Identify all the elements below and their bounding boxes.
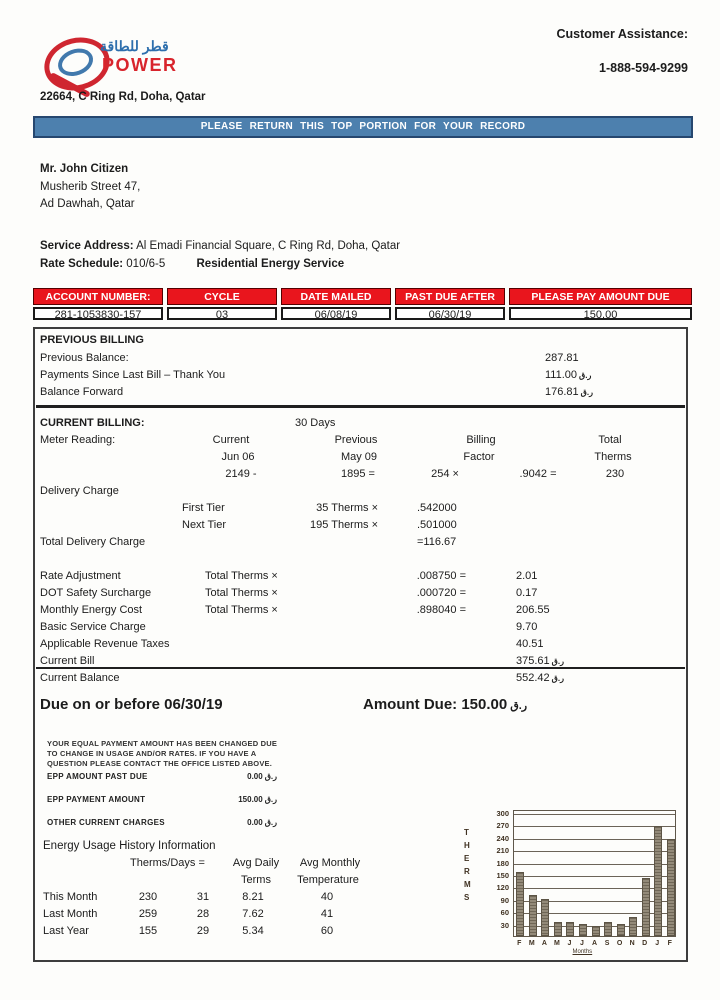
- chart-ylabel-letter: H: [464, 841, 470, 850]
- usage-header-avg-monthly: Avg Monthly: [299, 857, 361, 869]
- account-col-value: 281-1053830-157: [33, 307, 163, 320]
- charge-amount: 2.01: [516, 570, 538, 582]
- meter-reading-value: 1895 =: [341, 468, 375, 480]
- logo-arabic-text: قطر للطاقة: [100, 38, 169, 54]
- usage-row-label: Last Month: [43, 908, 98, 920]
- chart-month-label: M: [528, 940, 535, 947]
- total-delivery-label: Total Delivery Charge: [40, 536, 146, 548]
- usage-subheader-temperature: Temperature: [297, 874, 359, 886]
- usage-history-title: Energy Usage History Information: [43, 840, 216, 852]
- due-date-line: Due on or before 06/30/19: [40, 696, 223, 713]
- chart-month-label: A: [591, 940, 598, 947]
- current-balance-label: Current Balance: [40, 672, 120, 684]
- chart-month-label: D: [642, 940, 648, 947]
- chart-month-label: J: [655, 940, 660, 947]
- chart-bar: [604, 922, 612, 936]
- charge-calc: Total Therms ×: [205, 570, 278, 582]
- chart-month-label: M: [553, 940, 560, 947]
- chart-ytick-label: 60: [500, 908, 509, 918]
- meter-reading-value: 254 ×: [431, 468, 459, 480]
- amount-due-line: Amount Due: 150.00 ر.ق: [363, 696, 528, 713]
- logo-power-text: POWER: [102, 55, 178, 75]
- chart-ytick-label: 300: [496, 809, 509, 818]
- epp-row-amount: 150.00 ر.ق: [238, 795, 277, 804]
- meter-col-subheader: Therms: [594, 451, 632, 463]
- chart-gridline: [514, 901, 675, 902]
- divider-line: [36, 405, 685, 408]
- chart-gridline: [514, 851, 675, 852]
- chart-gridline: [514, 876, 675, 877]
- meter-col-header: Current: [212, 434, 250, 446]
- service-info-block: [40, 238, 400, 273]
- logo-q-inner-swirl-icon: [54, 44, 97, 81]
- usage-row-avg-daily: 5.34: [242, 925, 264, 937]
- tier-name: First Tier: [182, 502, 225, 514]
- charge-label: Current Bill: [40, 655, 95, 667]
- customer-address-line2: Ad Dawhah, Qatar: [40, 198, 135, 210]
- customer-address-line1: Musherib Street 47,: [40, 180, 141, 193]
- account-col-header: ACCOUNT NUMBER:: [33, 288, 163, 305]
- chart-bar: [654, 826, 662, 936]
- chart-bar: [579, 924, 587, 936]
- billing-days: 30 Days: [295, 417, 336, 429]
- currency-symbol: ر.ق: [580, 388, 593, 397]
- chart-month-label: S: [604, 940, 610, 947]
- tier-qty: 195 Therms ×: [310, 519, 378, 531]
- charge-amount: 206.55: [516, 604, 550, 616]
- chart-gridline: [514, 839, 675, 840]
- currency-symbol: ر.ق: [264, 795, 277, 804]
- chart-bar: [554, 922, 562, 936]
- account-summary-table: [33, 288, 692, 320]
- total-delivery-value: =116.67: [417, 536, 457, 548]
- usage-subheader-terms: Terms: [241, 874, 271, 886]
- chart-ylabel-letter: E: [464, 854, 470, 863]
- meter-reading-value: 2149 -: [225, 468, 257, 480]
- previous-billing-title: PREVIOUS BILLING: [40, 334, 144, 346]
- usage-row-avg-temp: 41: [320, 908, 334, 920]
- usage-row-therms: 155: [138, 925, 158, 937]
- epp-notice-line: YOUR EQUAL PAYMENT AMOUNT HAS BEEN CHANGED DUE: [47, 739, 278, 748]
- account-col-header: PAST DUE AFTER: [395, 288, 505, 305]
- currency-symbol: ر.ق: [510, 700, 528, 712]
- current-billing-title: CURRENT BILLING:: [40, 417, 145, 429]
- currency-symbol: ر.ق: [551, 674, 564, 683]
- previous-billing-amount: 111.00 ر.ق: [545, 369, 592, 381]
- previous-billing-label: Previous Balance:: [40, 352, 129, 364]
- epp-notice-line: QUESTION PLEASE CONTACT THE OFFICE LISTED ABOVE.: [47, 759, 273, 768]
- chart-gridline: [514, 814, 675, 815]
- chart-ylabel-letter: S: [464, 893, 470, 902]
- chart-xlabel: Months: [572, 949, 593, 955]
- usage-row-avg-daily: 8.21: [242, 891, 264, 903]
- tier-qty: 35 Therms ×: [316, 502, 378, 514]
- meter-col-subheader: Factor: [463, 451, 495, 463]
- account-col-header: PLEASE PAY AMOUNT DUE: [509, 288, 692, 305]
- current-balance-amount: 552.42 ر.ق: [516, 672, 564, 684]
- usage-row-label: This Month: [43, 891, 98, 903]
- usage-header-avg-daily: Avg Daily: [232, 857, 280, 869]
- account-col-value: 06/30/19: [395, 307, 505, 320]
- charge-label: Applicable Revenue Taxes: [40, 638, 170, 650]
- chart-month-label: A: [541, 940, 547, 947]
- chart-ytick-label: 240: [496, 833, 509, 843]
- meter-reading-value: 230: [605, 468, 625, 480]
- previous-billing-label: Balance Forward: [40, 386, 124, 398]
- usage-row-days: 31: [196, 891, 210, 903]
- chart-ytick-label: 90: [500, 895, 509, 905]
- chart-ytick-label: 30: [500, 920, 509, 930]
- rate-schedule-value: 010/6-5: [126, 257, 166, 270]
- service-address-label: Service Address:: [40, 240, 134, 252]
- charge-label: Rate Adjustment: [40, 570, 121, 582]
- chart-gridline: [514, 913, 675, 914]
- charge-label: Basic Service Charge: [40, 621, 146, 633]
- meter-col-header: Previous: [334, 434, 378, 446]
- epp-notice-line: TO CHANGE IN USAGE AND/OR RATES. IF YOU HAVE A: [47, 749, 257, 758]
- chart-bar: [541, 899, 549, 936]
- account-col-header: DATE MAILED: [281, 288, 391, 305]
- charge-amount: 9.70: [516, 621, 538, 633]
- chart-ylabel-letter: T: [464, 828, 469, 837]
- chart-bar: [529, 895, 537, 936]
- delivery-charge-label: Delivery Charge: [40, 485, 119, 497]
- rate-schedule-desc: Residential Energy Service: [196, 257, 345, 270]
- charge-rate: .898040 =: [416, 604, 466, 616]
- meter-col-header: Total: [598, 434, 622, 446]
- usage-row-days: 29: [196, 925, 210, 937]
- rate-schedule-row: [40, 256, 400, 274]
- usage-row-days: 28: [196, 908, 210, 920]
- charge-label: DOT Safety Surcharge: [40, 587, 152, 599]
- chart-bar: [566, 922, 574, 936]
- usage-row-avg-temp: 60: [320, 925, 334, 937]
- meter-col-subheader: May 09: [340, 451, 378, 463]
- service-address-value: Al Emadi Financial Square, C Ring Rd, Doha, Qatar: [136, 240, 401, 252]
- account-col-value: 06/08/19: [281, 307, 391, 320]
- meter-col-header: Billing: [466, 434, 496, 446]
- customer-name: Mr. John Citizen: [40, 163, 129, 175]
- customer-assistance-phone: 1-888-594-9299: [599, 61, 688, 75]
- account-col-value: 03: [167, 307, 277, 320]
- epp-row-label: EPP PAYMENT AMOUNT: [47, 795, 146, 804]
- currency-symbol: ر.ق: [264, 818, 277, 827]
- chart-ylabel-letter: R: [464, 867, 470, 876]
- meter-reading-label: Meter Reading:: [40, 434, 116, 446]
- chart-bar: [642, 878, 650, 936]
- customer-address-block: [40, 161, 140, 214]
- epp-row-label: EPP AMOUNT PAST DUE: [47, 772, 148, 781]
- usage-row-avg-temp: 40: [320, 891, 334, 903]
- divider-line: [36, 667, 685, 669]
- account-table-value-row: [33, 305, 692, 320]
- account-col-value: 150.00: [509, 307, 692, 320]
- epp-row-label: OTHER CURRENT CHARGES: [47, 818, 165, 827]
- account-col-header: CYCLE: [167, 288, 277, 305]
- meter-reading-value: .9042 =: [519, 468, 557, 480]
- chart-month-label: F: [667, 940, 672, 947]
- chart-ytick-label: 150: [496, 871, 509, 880]
- currency-symbol: ر.ق: [551, 657, 564, 666]
- chart-ytick-label: 270: [496, 821, 509, 831]
- tier-rate: .501000: [417, 519, 457, 531]
- chart-month-label: J: [580, 940, 584, 947]
- tier-rate: .542000: [417, 502, 457, 514]
- usage-row-therms: 230: [138, 891, 158, 903]
- chart-ytick-label: 120: [496, 883, 509, 893]
- company-address: 22664, C Ring Rd, Doha, Qatar: [40, 91, 206, 103]
- usage-row-avg-daily: 7.62: [242, 908, 264, 920]
- epp-row-amount: 0.00 ر.ق: [247, 772, 277, 781]
- previous-billing-amount: 176.81 ر.ق: [545, 386, 593, 398]
- chart-gridline: [514, 864, 675, 865]
- usage-row-therms: 259: [138, 908, 158, 920]
- chart-month-label: N: [629, 940, 635, 947]
- chart-bar: [629, 917, 637, 936]
- rate-schedule-label: Rate Schedule:: [40, 257, 124, 270]
- billing-detail-box: [33, 327, 688, 962]
- return-portion-banner: PLEASE RETURN THIS TOP PORTION FOR YOUR RECORD: [33, 116, 693, 138]
- tier-name: Next Tier: [182, 519, 227, 531]
- charge-calc: Total Therms ×: [205, 587, 278, 599]
- chart-ytick-label: 180: [496, 858, 509, 868]
- charge-amount: 375.61 ر.ق: [516, 655, 564, 667]
- chart-bar: [667, 839, 675, 936]
- usage-row-label: Last Year: [43, 925, 89, 937]
- account-table-header-row: [33, 288, 692, 305]
- previous-billing-amount: 287.81: [545, 352, 579, 364]
- chart-ytick-label: 210: [496, 846, 509, 856]
- chart-gridline: [514, 888, 675, 889]
- currency-symbol: ر.ق: [579, 371, 592, 380]
- charge-label: Monthly Energy Cost: [40, 604, 143, 616]
- usage-bar-chart: [513, 810, 676, 937]
- chart-ylabel-letter: M: [464, 880, 471, 889]
- charge-rate: .008750 =: [416, 570, 466, 582]
- chart-month-label: F: [517, 940, 522, 947]
- meter-col-subheader: Jun 06: [221, 451, 255, 463]
- chart-bar: [617, 924, 625, 936]
- epp-row-amount: 0.00 ر.ق: [247, 818, 277, 827]
- chart-bar: [516, 872, 524, 936]
- chart-gridline: [514, 826, 675, 827]
- charge-amount: 40.51: [516, 638, 544, 650]
- chart-month-label: O: [616, 940, 623, 947]
- customer-assistance-label: Customer Assistance:: [556, 27, 688, 41]
- currency-symbol: ر.ق: [264, 772, 277, 781]
- charge-calc: Total Therms ×: [205, 604, 278, 616]
- chart-month-label: J: [567, 940, 572, 947]
- usage-header-therms-days: Therms/Days =: [130, 857, 205, 869]
- charge-amount: 0.17: [516, 587, 538, 599]
- previous-billing-label: Payments Since Last Bill – Thank You: [40, 369, 226, 381]
- charge-rate: .000720 =: [416, 587, 466, 599]
- service-address-row: [40, 238, 400, 256]
- chart-bar: [592, 926, 600, 936]
